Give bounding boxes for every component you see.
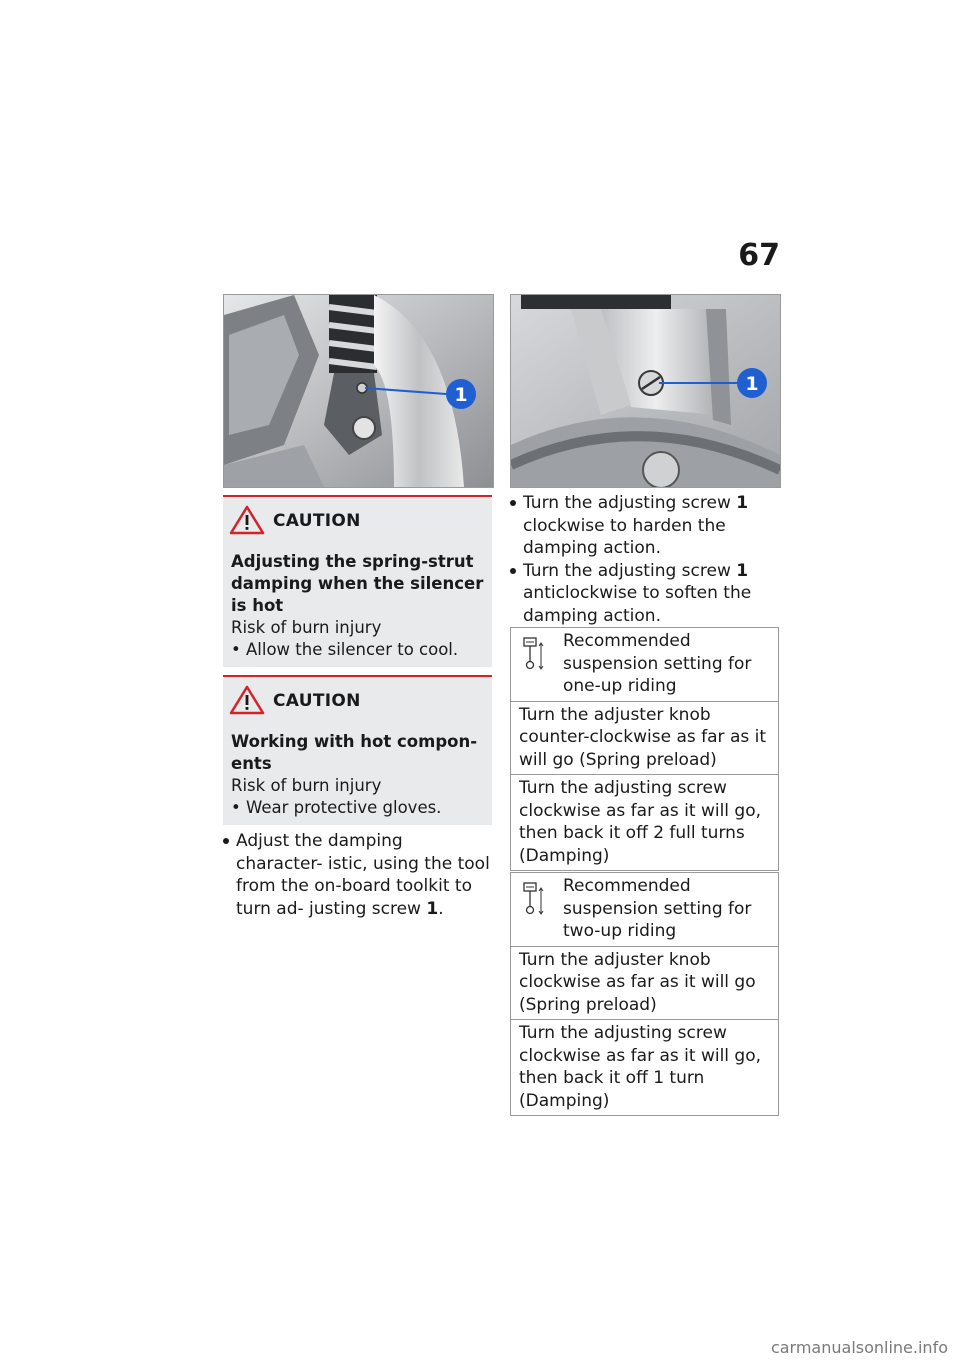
caution-action: Wear protective gloves. <box>245 798 442 817</box>
spec-heading <box>511 628 778 702</box>
page-number: 67 <box>738 238 780 273</box>
spec-heading-text: Recommended suspension setting for one-up riding <box>563 631 752 696</box>
caution-box-silencer: CAUTION Adjusting the spring-strut damping when the silencer is hot Risk of burn injury • Allow the silencer to cool. <box>223 495 492 667</box>
warning-triangle-icon <box>229 505 265 535</box>
reference-number: 1 <box>736 560 749 581</box>
spec-row: Turn the adjusting screw clockwise as far as it will go, then back it off 1 turn (Damping) <box>519 1023 762 1111</box>
caution-hazard: Risk of burn injury <box>231 618 382 637</box>
damping-screw-photo <box>510 294 781 488</box>
caution-box-hot-components: CAUTION Working with hot compon- ents Risk of burn injury • Wear protective gloves. <box>223 675 492 825</box>
caution-title: Adjusting the spring-strut damping when the silencer is hot <box>231 552 484 615</box>
spec-heading <box>511 873 778 947</box>
suspension-spec-icon <box>523 636 545 670</box>
caution-title: Working with hot compon- ents <box>231 732 478 773</box>
list-item: Adjust the damping character- istic, using the tool from the on-board toolkit to turn ad- justing screw 1. <box>223 830 492 920</box>
spec-row: Turn the adjuster knob clockwise as far as it will go (Spring preload) <box>511 947 778 1021</box>
spec-row: Turn the adjuster knob counter-clockwise as far as it will go (Spring preload) <box>511 702 778 776</box>
footer-website[interactable]: carmanualsonline.info <box>770 1338 948 1357</box>
spec-table-one-up <box>510 627 779 871</box>
caution-label: CAUTION <box>273 511 361 531</box>
caution-hazard: Risk of burn injury <box>231 776 382 795</box>
reference-number: 1 <box>736 493 749 513</box>
spring-strut-illustration <box>224 295 493 487</box>
spec-row: Turn the adjusting screw clockwise as far as it will go, then back it off 2 full turns (Damping) <box>519 778 762 866</box>
callout-number: 1 <box>745 373 759 395</box>
damping-screw-illustration <box>511 295 780 487</box>
callout-number: 1 <box>454 384 468 406</box>
spring-strut-photo <box>223 294 494 488</box>
list-item: Turn the adjusting screw 1 anticlockwise to soften the damping action. <box>510 560 779 628</box>
warning-triangle-icon <box>229 685 265 715</box>
right-instructions <box>510 492 779 627</box>
caution-label: CAUTION <box>273 691 361 711</box>
caution-action: Allow the silencer to cool. <box>245 640 459 659</box>
reference-number: 1 <box>426 898 439 919</box>
list-item: Turn the adjusting screw 1 clockwise to harden the damping action. <box>510 492 779 560</box>
left-instructions <box>223 830 492 920</box>
suspension-spec-icon <box>523 881 545 915</box>
spec-table-two-up <box>510 872 779 1116</box>
spec-heading-text: Recommended suspension setting for two-up riding <box>563 876 752 941</box>
